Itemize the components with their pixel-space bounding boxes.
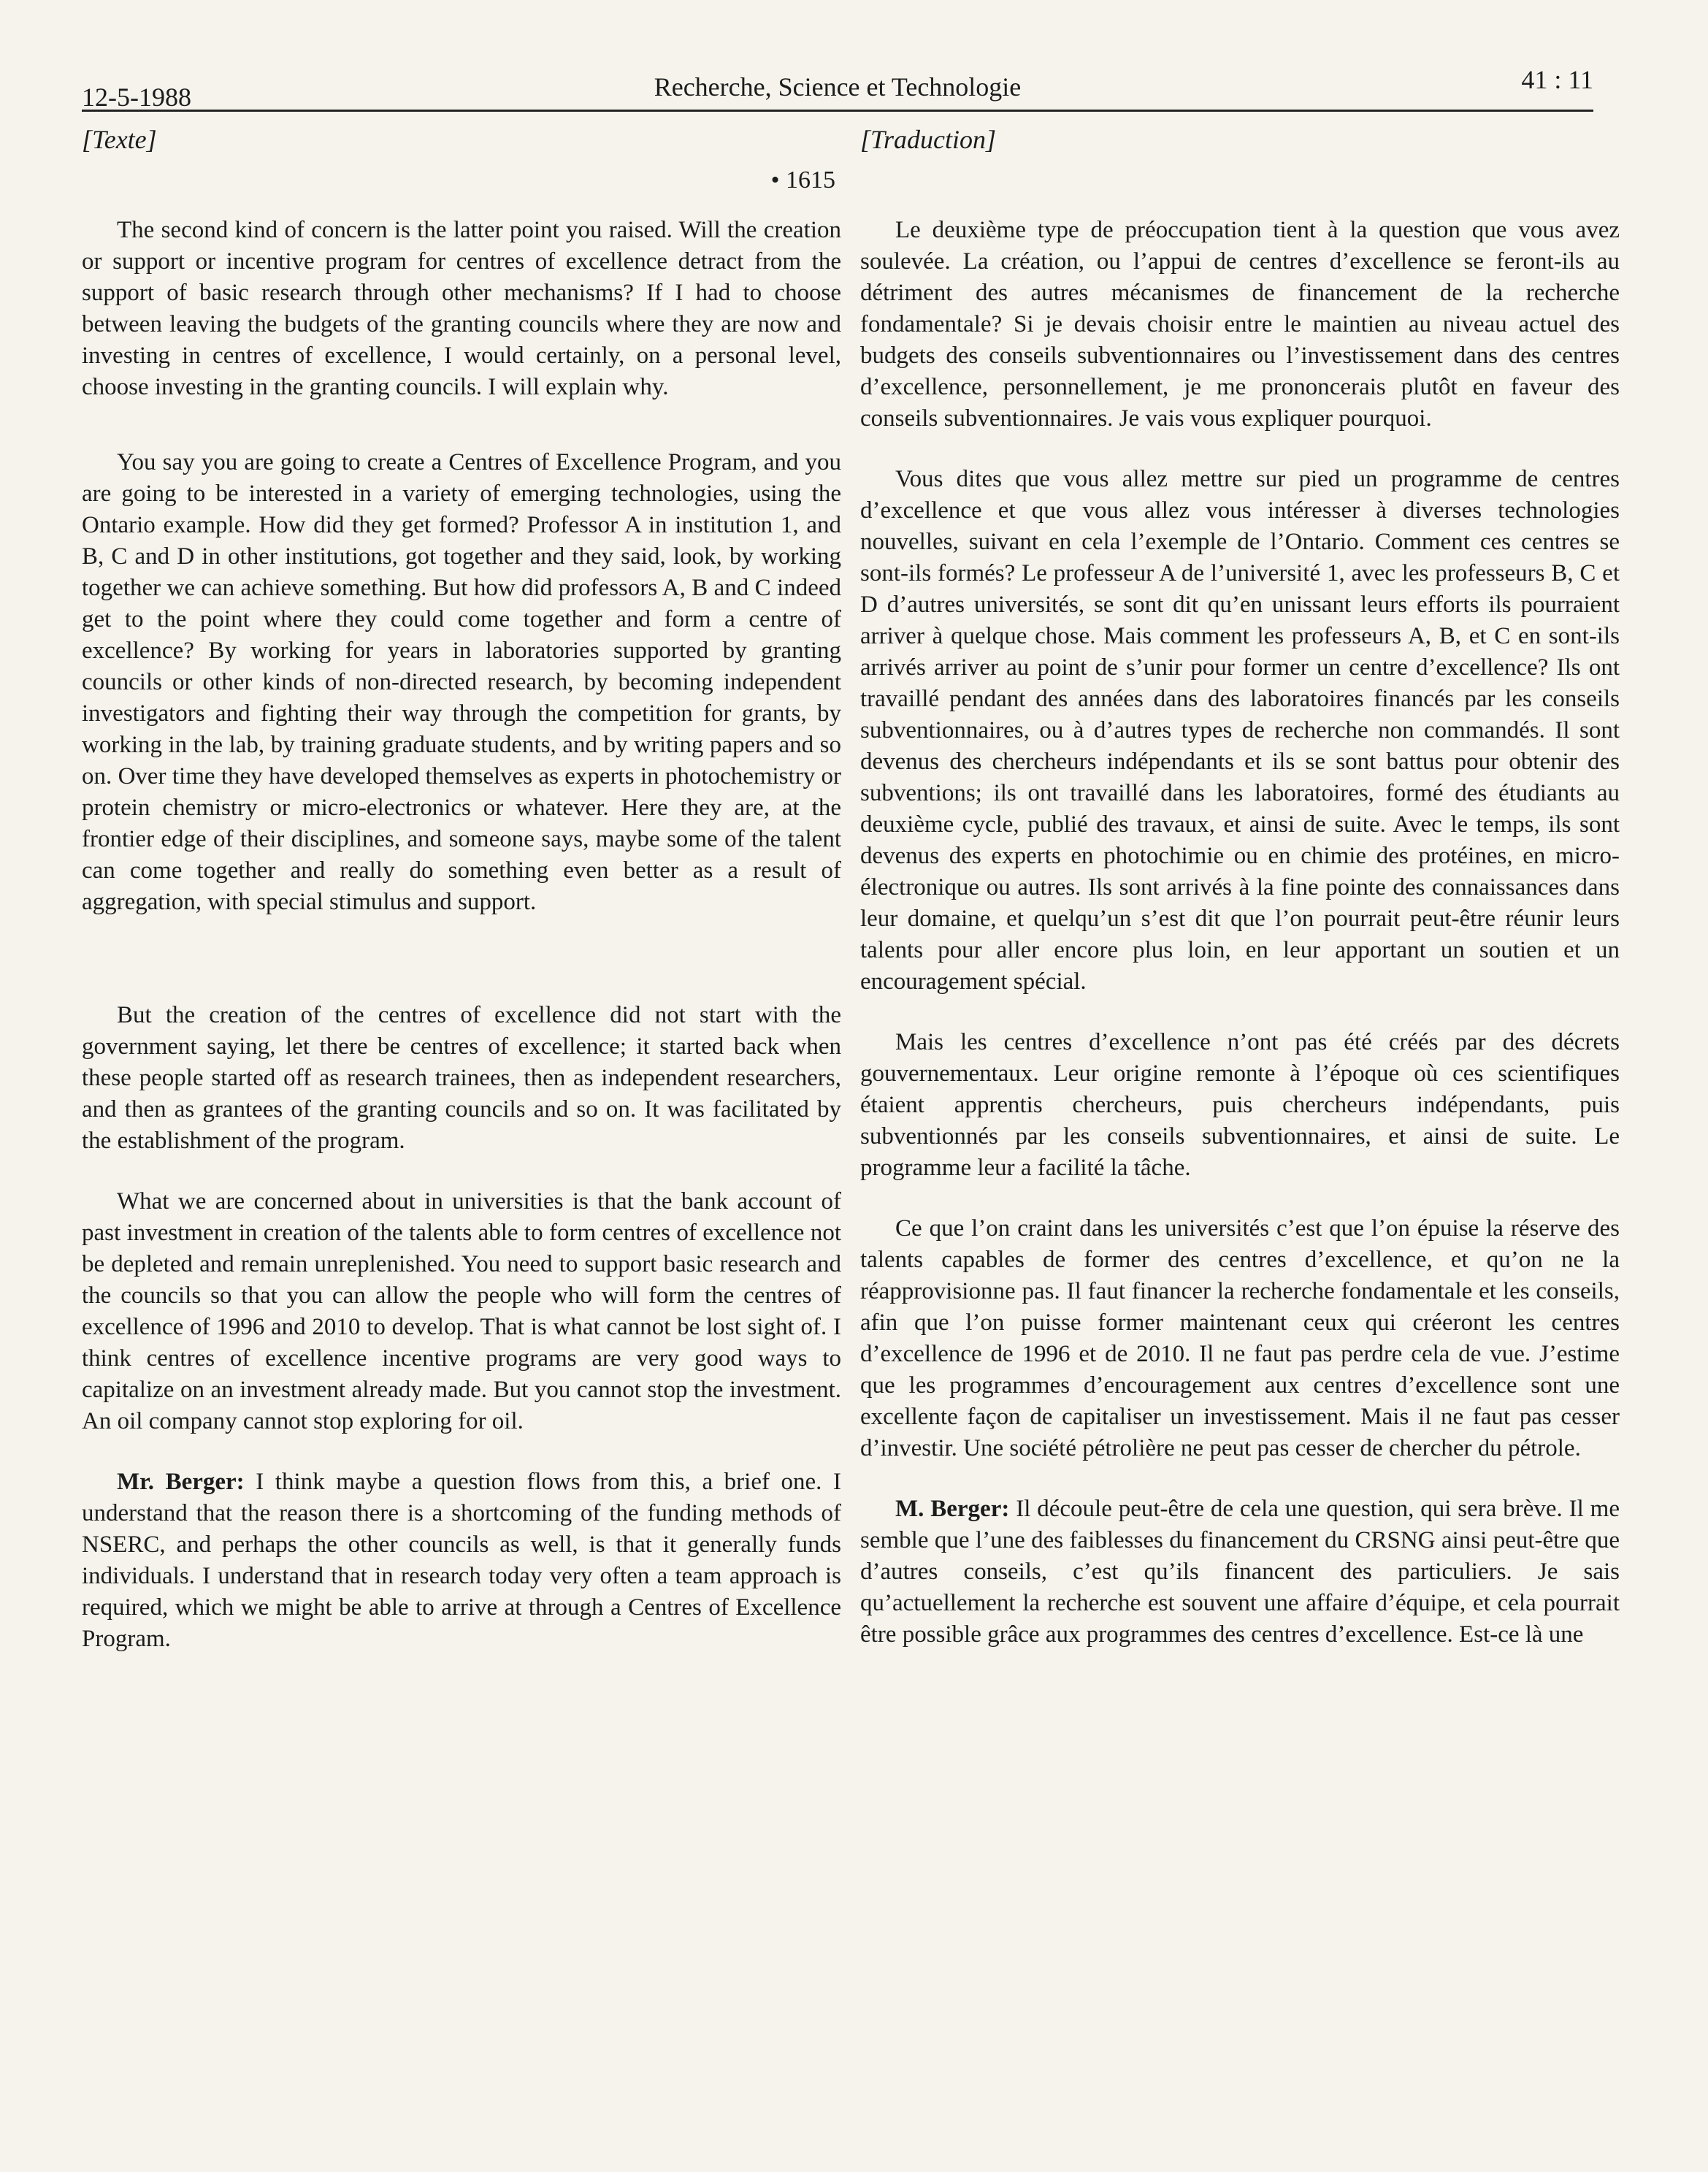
english-column	[82, 124, 841, 1655]
header-title: Recherche, Science et Technologie	[654, 72, 1022, 102]
timestamp: • 1615	[770, 167, 835, 194]
speaker-name: M. Berger:	[895, 1496, 1010, 1522]
speaker-text: Il découle peut-être de cela une question, qui sera brève. Il me semble que l’une des faiblesses du financement du CRSNG ainsi peut-être que d’autres conseils, c’est qu’ils financent des particuliers. Je sais qu’actuellement la recherche est souvent une affaire d’équipe, et cela pourrait être possible grâce aux programmes des centres d’excellence. Est-ce là une	[860, 1496, 1620, 1648]
speaker-paragraph	[82, 1467, 841, 1655]
header-page-number: 41 : 11	[1521, 65, 1593, 94]
column-label-texte: [Texte]	[82, 125, 157, 154]
paragraph: But the creation of the centres of excellence did not start with the government saying, let there be centres of excellence; it started back when these people started off as research trainees, then as independent researchers, and then as grantees of the granting councils and so on. It was facilitated by the establishment of the program.	[82, 1002, 841, 1154]
speaker-name: Mr. Berger:	[117, 1469, 245, 1495]
french-column	[860, 124, 1620, 1651]
paragraph: Vous dites que vous allez mettre sur pied un programme de centres d’excellence et que vous allez vous intéresser à diverses technologies nouvelles, suivant en cela l’exemple de l’Ontario. Comment ces centres se sont-ils formés? Le professeur A de l’université 1, avec les professeurs B, C et D d’autres universités, se sont dit qu’en unissant leurs efforts ils pourraient arriver à quelque chose. Mais comment les professeurs A, B, et C en sont-ils arrivés arriver au point de s’unir pour former un centre d’excellence? Ils ont travaillé pendant des années dans des laboratoires financés par les conseils subventionnaires, ou à d’autres types de recherche non commandés. Il sont devenus des chercheurs indépendants et ils se sont battus pour obtenir des subventions; ils ont travaillé dans les laboratoires, formé des étudiants au deuxième cycle, publié des travaux, et ainsi de suite. Avec le temps, ils sont devenus des experts en photochimie ou en chimie des protéines, en micro-électronique ou autres. Ils sont arrivés à la fine pointe des connaissances dans leur domaine, et quelqu’un s’est dit que l’on pourrait peut-être réunir leurs talents pour aller encore plus loin, en leur apportant un soutien et un encouragement spécial.	[860, 466, 1620, 995]
speaker-text: I think maybe a question flows from this, a brief one. I understand that the reason there is a shortcoming of the funding methods of NSERC, and perhaps the other councils as well, is that it generally funds individuals. I understand that in research today very often a team approach is required, which we might be able to arrive at through a Centres of Excellence Program.	[82, 1469, 841, 1652]
running-head	[82, 65, 1593, 112]
column-label-traduction: [Traduction]	[860, 125, 997, 154]
paragraph: Ce que l’on craint dans les universités c’est que l’on épuise la réserve des talents capables de former des centres d’excellence, et qu’on ne la réapprovisionne pas. Il faut financer la recherche fondamentale et les conseils, afin que l’on puisse former maintenant ceux qui créeront les centres d’excellence de 1996 et de 2010. Il ne faut pas perdre cela de vue. J’estime que les programmes d’encouragement aux centres d’excellence sont une excellente façon de capitaliser un investissement. Mais il ne faut pas cesser d’investir. Une société pétrolière ne peut pas cesser de chercher du pétrole.	[860, 1215, 1620, 1461]
header-rule	[82, 110, 1593, 112]
header-date: 12-5-1988	[82, 83, 191, 112]
paragraph: The second kind of concern is the latter point you raised. Will the creation or support or incentive program for centres of excellence detract from the support of basic research through other mechanisms? If I had to choose between leaving the budgets of the granting councils where they are now and investing in centres of excellence, I would certainly, on a personal level, choose investing in the granting councils. I will explain why.	[82, 217, 841, 400]
paragraph: Mais les centres d’excellence n’ont pas été créés par des décrets gouvernementaux. Leur origine remonte à l’époque où ces scientifiques étaient apprentis chercheurs, puis chercheurs indépendants, puis subventionnés par les conseils subventionnaires, et ainsi de suite. Le programme leur a facilité la tâche.	[860, 1029, 1620, 1181]
paragraph: You say you are going to create a Centres of Excellence Program, and you are going to be interested in a variety of emerging technologies, using the Ontario example. How did they get formed? Professor A in institution 1, and B, C and D in other institutions, got together and they said, look, by working together we can achieve something. But how did professors A, B and C indeed get to the point where they could come together and form a centre of excellence? By working for years in laboratories supported by granting councils or other kinds of non-directed research, by becoming independent investigators and fighting their way through the competition for grants, by working in the lab, by training graduate students, and by writing papers and so on. Over time they have developed themselves as experts in photochemistry or protein chemistry or micro-electronics or whatever. Here they are, at the frontier edge of their disciplines, and someone says, maybe some of the talent can come together and really do something even better as a result of aggregation, with special stimulus and support.	[82, 449, 841, 915]
paragraph: What we are concerned about in universities is that the bank account of past investment in creation of the talents able to form centres of excellence not be depleted and remain unreplenished. You need to support basic research and the councils so that you can allow the people who will form the centres of excellence of 1996 and 2010 to develop. That is what cannot be lost sight of. I think centres of excellence incentive programs are very good ways to capitalize on an investment already made. But you cannot stop the investment. An oil company cannot stop exploring for oil.	[82, 1188, 841, 1434]
speaker-paragraph	[860, 1494, 1620, 1651]
paragraph: Le deuxième type de préoccupation tient à la question que vous avez soulevée. La création, ou l’appui de centres d’excellence se feront-ils au détriment des autres mécanismes de financement de la recherche fondamentale? Si je devais choisir entre le maintien au niveau actuel des budgets des conseils subventionnaires ou l’investissement dans des centres d’excellence, personnellement, je me prononcerais plutôt en faveur des conseils subventionnaires. Je vais vous expliquer pourquoi.	[860, 217, 1620, 432]
